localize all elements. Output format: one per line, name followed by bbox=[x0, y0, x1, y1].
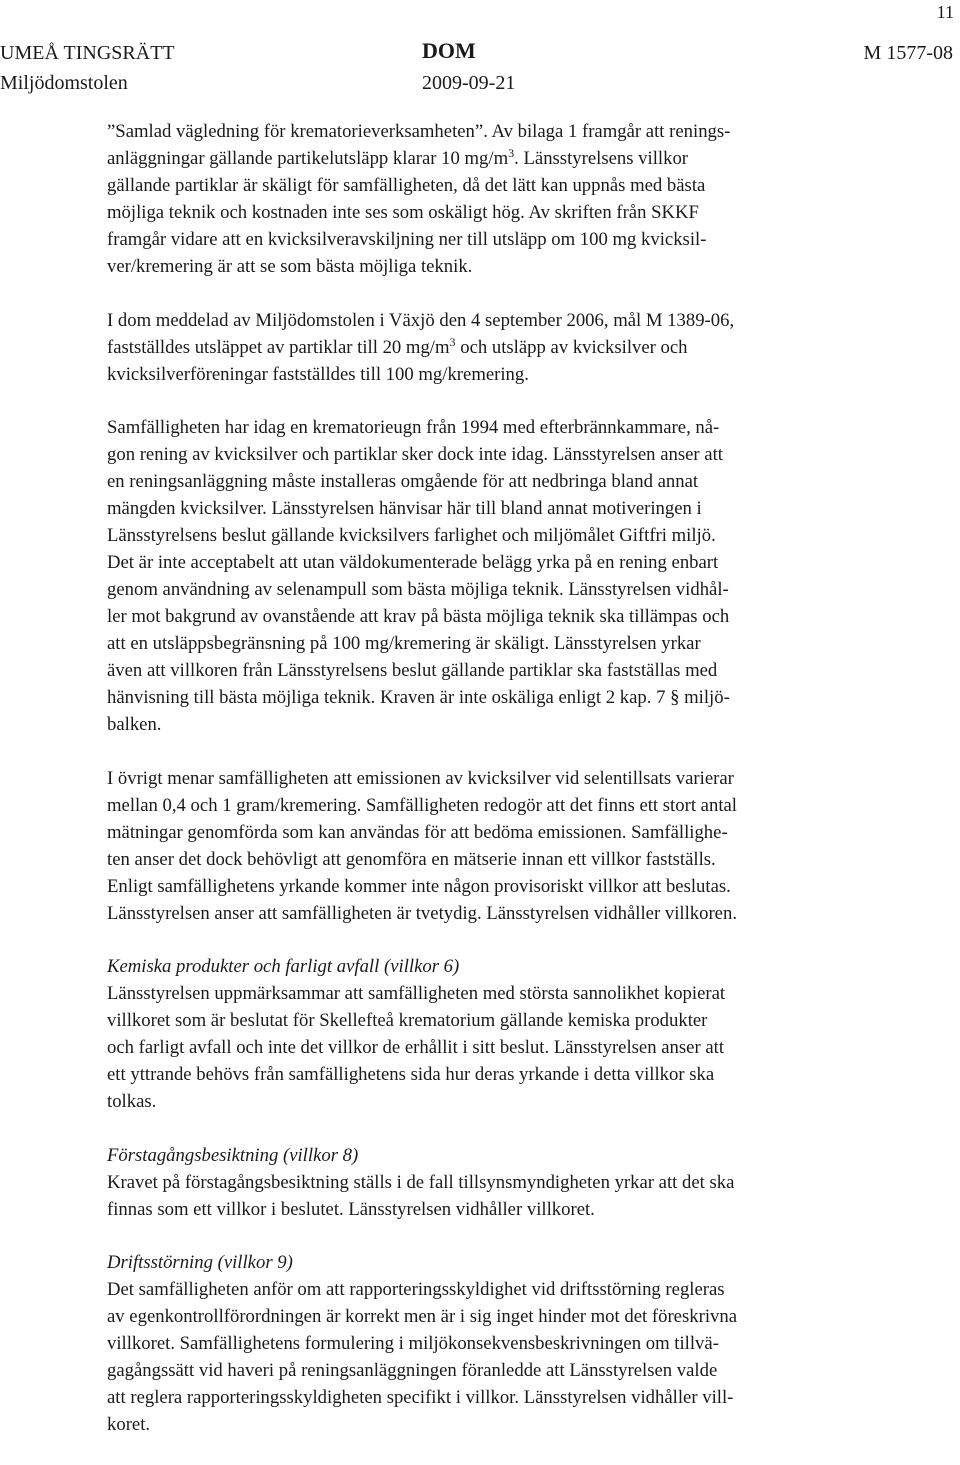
text-line: Kravet på förstagångsbesiktning ställs i de fall tillsynsmyndigheten yrkar att det ska bbox=[107, 1171, 735, 1193]
document-date: 2009-09-21 bbox=[422, 72, 516, 94]
text-line: Det samfälligheten anför om att rapporteringsskyldighet vid driftsstörning regleras bbox=[107, 1279, 725, 1300]
text-line: Länsstyrelsen uppmärksammar att samfälligheten med största sannolikhet kopierat bbox=[107, 983, 726, 1004]
text-line: genom användning av selenampull som bästa möjliga teknik. Länsstyrelsen vidhål- bbox=[107, 579, 729, 600]
text-line: och farligt avfall och inte det villkor de erhållit i sitt beslut. Länsstyrelsen anser att bbox=[107, 1037, 725, 1058]
text-line: villkoret som är beslutat för Skellefteå krematorium gällande kemiska produkter bbox=[107, 1010, 708, 1031]
text-line: gällande partiklar är skäligt för samfälligheten, då det lätt kan uppnås med bästa bbox=[107, 175, 706, 196]
text-line: möjliga teknik och kostnaden inte ses som oskäligt hög. Av skriften från SKKF bbox=[107, 202, 699, 223]
text-line: fastställdes utsläppet av partiklar till 20 $mg/m^3$ och utsläpp av kvicksilver och bbox=[107, 334, 688, 358]
text-line: Länsstyrelsens beslut gällande kvicksilvers farlighet och miljömålet Giftfri miljö. bbox=[107, 525, 716, 546]
text-line: ett yttrande behövs från samfällighetens sida hur deras yrkande i detta villkor ska bbox=[107, 1064, 715, 1085]
text-line: gagångssätt vid haveri på reningsanläggningen föranledde att Länsstyrelsen valde bbox=[107, 1360, 718, 1381]
text-line: balken. bbox=[107, 714, 162, 735]
text-line: mängden kvicksilver. Länsstyrelsen hänvisar här till bland annat motiveringen i bbox=[107, 498, 702, 519]
text-line: ten anser det dock behövligt att genomföra en mätserie innan ett villkor fastställs. bbox=[107, 848, 716, 870]
paragraph bbox=[107, 118, 897, 280]
text-line: ver/kremering är att se som bästa möjliga teknik. bbox=[107, 256, 473, 277]
document-body bbox=[107, 118, 897, 1465]
text-line: I övrigt menar samfälligheten att emissionen av kvicksilver vid selentillsats varierar bbox=[107, 767, 734, 789]
text-line: anläggningar gällande partikelutsläpp klarar 10 $mg/m^3$. Länsstyrelsens villkor bbox=[107, 146, 689, 169]
paragraph bbox=[107, 765, 897, 927]
superscript: 3 bbox=[449, 334, 456, 349]
department-name: Miljödomstolen bbox=[0, 72, 128, 94]
text-line: Enligt samfällighetens yrkande kommer inte någon provisoriskt villkor att beslutas. bbox=[107, 875, 731, 897]
text-line: av egenkontrollförordningen är korrekt men är i sig inget hinder mot det föreskrivna bbox=[107, 1306, 737, 1327]
paragraph bbox=[107, 953, 897, 1115]
text-line: Samfälligheten har idag en krematorieugn från 1994 med efterbrännkammare, nå- bbox=[107, 417, 720, 438]
paragraph bbox=[107, 1142, 897, 1223]
text-line: finnas som ett villkor i beslutet. Länsstyrelsen vidhåller villkoret. bbox=[107, 1198, 595, 1220]
text-line: ”Samlad vägledning för krematorieverksamheten”. Av bilaga 1 framgår att renings- bbox=[107, 121, 731, 142]
section-heading: Kemiska produkter och farligt avfall (villkor 6) bbox=[107, 956, 460, 977]
text-line: kvicksilverföreningar fastställdes till 100 mg/kremering. bbox=[107, 363, 529, 385]
text-line: att en utsläppsbegränsning på 100 mg/kremering är skäligt. Länsstyrelsen yrkar bbox=[107, 633, 701, 654]
document-header bbox=[0, 40, 953, 96]
text-line: Det är inte acceptabelt att utan väldokumenterade belägg yrka på en rening enbart bbox=[107, 552, 719, 573]
case-number: M 1577-08 bbox=[863, 42, 953, 64]
court-name: UMEÅ TINGSRÄTT bbox=[0, 42, 175, 64]
text-line: att reglera rapporteringsskyldigheten specifikt i villkor. Länsstyrelsen vidhåller vill- bbox=[107, 1387, 734, 1408]
text-line: mellan 0,4 och 1 gram/kremering. Samfälligheten redogör att det finns ett stort antal bbox=[107, 794, 738, 816]
text-line: Länsstyrelsen anser att samfälligheten är tvetydig. Länsstyrelsen vidhåller villkoren. bbox=[107, 902, 737, 924]
text-line: I dom meddelad av Miljödomstolen i Växjö den 4 september 2006, mål M 1389-06, bbox=[107, 309, 735, 331]
paragraph bbox=[107, 414, 897, 738]
page-number: 11 bbox=[936, 2, 954, 22]
document-type: DOM bbox=[422, 38, 476, 63]
text-line: mätningar genomförda som kan användas för att bedöma emissionen. Samfällighe- bbox=[107, 821, 728, 843]
paragraph bbox=[107, 1249, 897, 1438]
text-line: gon rening av kvicksilver och partiklar sker dock inte idag. Länsstyrelsen anser att bbox=[107, 444, 723, 465]
text-line: ler mot bakgrund av ovanstående att krav på bästa möjliga teknik ska tillämpas och bbox=[107, 606, 730, 627]
text-line: hänvisning till bästa möjliga teknik. Kraven är inte oskäliga enligt 2 kap. 7 § miljö- bbox=[107, 687, 730, 708]
text-line: koret. bbox=[107, 1414, 151, 1435]
text-line: framgår vidare att en kvicksilveravskiljning ner till utsläpp om 100 mg kvicksil- bbox=[107, 229, 707, 250]
paragraph bbox=[107, 307, 897, 388]
superscript: 3 bbox=[508, 146, 515, 160]
text-line: även att villkoren från Länsstyrelsens beslut gällande partiklar ska fastställas med bbox=[107, 660, 718, 681]
section-heading: Driftsstörning (villkor 9) bbox=[107, 1252, 293, 1273]
text-line: tolkas. bbox=[107, 1091, 157, 1112]
text-line: villkoret. Samfällighetens formulering i miljökonsekvensbeskrivningen om tillvä- bbox=[107, 1333, 719, 1354]
section-heading: Förstagångsbesiktning (villkor 8) bbox=[107, 1144, 359, 1166]
text-line: en reningsanläggning måste installeras omgående för att nedbringa bland annat bbox=[107, 471, 699, 492]
